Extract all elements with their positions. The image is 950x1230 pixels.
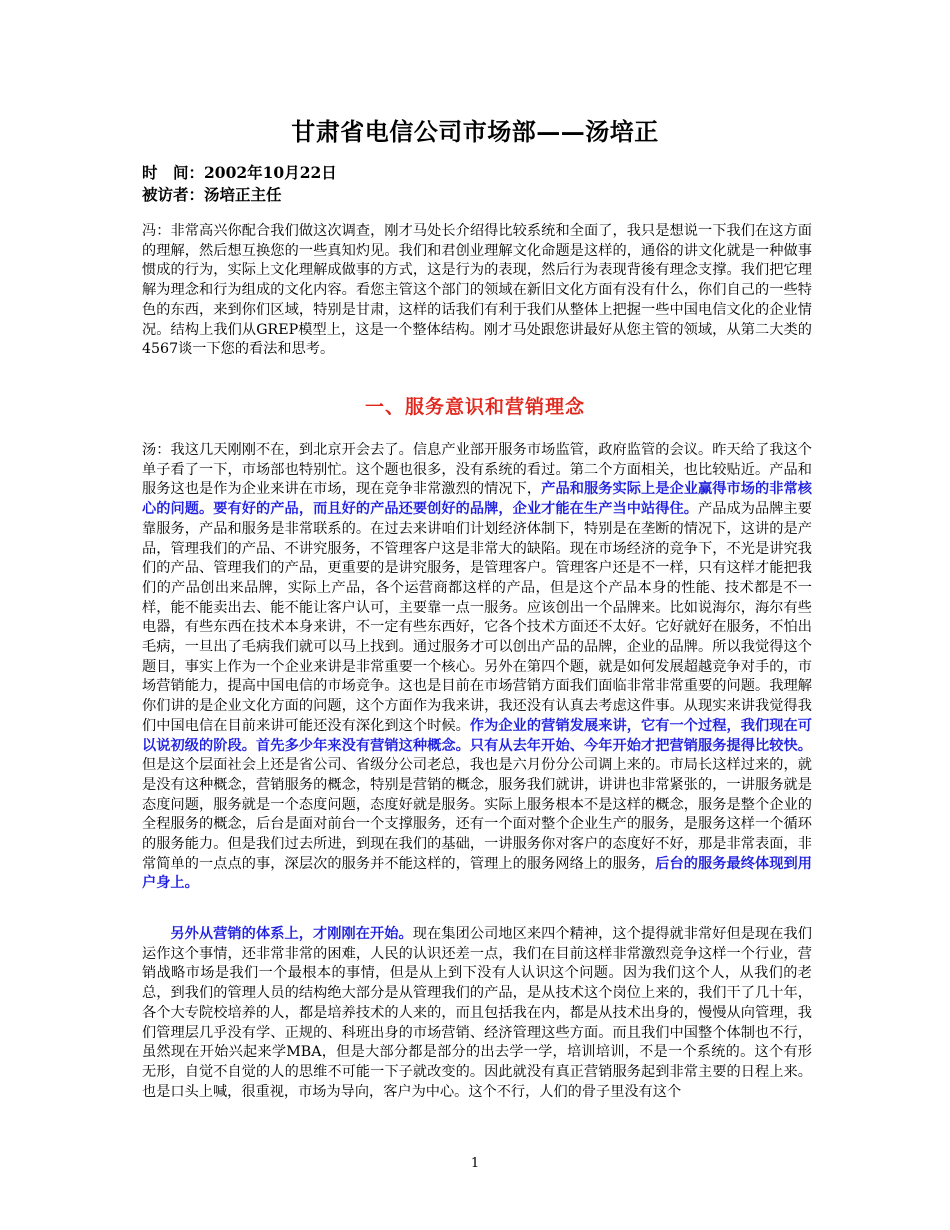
document-title: 甘肃省电信公司市场部——汤培正 <box>291 117 659 146</box>
page-number: 1 <box>470 1156 480 1171</box>
highlighted-text: 后台的服务最终体现到用户身上。 <box>142 855 812 892</box>
section-heading: 一、服务意识和营销理念 <box>364 396 585 418</box>
intro-paragraph: 冯：非常高兴你配合我们做这次调查，刚才马处长介绍得比较系统和全面了，我只是想说一下我们在这方面的理解，然后想互换您的一些真知灼见。我们和君创业理解文化命题是这样的，通俗的讲文化就是一种做事惯成的行为，实际上文化理解成做事的方式，这是行为的表现，然后行为表现背後有理念支撑。我们把它理解为理念和行为组成的文化内容。看您主管这个部门的领域在新旧文化方面有没有什么，你们自己的一些特色的东西，来到你们区域，特别是甘肃，这样的话我们有利于我们从整体上把握一些中国电信文化的企业情况。结构上我们从GREP模型上，这是一个整体结构。刚才马处跟您讲最好从您主管的领域，从第二大类的4567谈一下您的看法和思考。 <box>142 223 812 358</box>
paragraph-text: 但是这个层面社会上还是省公司、省级分公司老总，我也是六月份分公司调上来的。市局长这样过来的，就是没有这种概念，营销服务的概念，特别是营销的概念，服务我们就讲，讲讲也非常紧张的，一讲服务就是态度问题，服务就是一个态度问题，态度好就是服务。实际上服务根本不是这样的概念，服务是整个企业的全程服务的概念，后台是面对前台一个支撑服务，还有一个面对整个企业生产的服务，是服务这样一个循环的服务能力。但是我们过去所进，到现在我们的基础，一讲服务你对客户的态度好不好，那是非常表面，非常简单的一点点的事，深层次的服务并不能这样的，管理上的服务网络上的服务， <box>142 757 812 872</box>
highlighted-text: 作为企业的营销发展来讲，它有一个过程，我们现在可以说初级的阶段。首先多少年来没有营销这种概念。只有从去年开始、今年开始才把营销服务提得比较快。 <box>142 717 812 754</box>
body-paragraph-1 <box>142 441 812 894</box>
highlighted-text: 另外从营销的体系上，才刚刚在开始。 <box>170 926 413 942</box>
paragraph-text: 汤：我这几天刚刚不在，到北京开会去了。信息产业部开服务市场监管，政府监管的会议。昨天给了我这个单子看了一下，市场部也特别忙。这个题也很多，没有系统的看过。第二个方面相关，也比较贴近。产品和服务这也是作为企业来讲在市场，现在竞争非常激烈的情况下， <box>142 442 812 498</box>
body-paragraph-2 <box>142 925 812 1102</box>
paragraph-text: 产品成为品牌主要靠服务，产品和服务是非常联系的。在过去来讲咱们计划经济体制下，特别是在垄断的情况下，这讲的是产品，管理我们的产品、不讲究服务，不管理客户这是非常大的缺陷。现在市场经济的竞争下，不光是讲究我们的产品、管理我们的产品，更重要的是讲究服务，是管理客户。管理客户还是不一样，只有这样才能把我们的产品创出来品牌，实际上产品，各个运营商都这样的产品，但是这个产品本身的性能、技术都是不一样，能不能卖出去、能不能让客户认可，主要靠一点一服务。应该创出一个品牌来。比如说海尔，海尔有些电器，有些东西在技术本身来讲，不一定有些东西好，它各个技术方面还不太好。它好就好在服务，不怕出毛病，一旦出了毛病我们就可以马上找到。通过服务才可以创出产品的品牌，企业的品牌。所以我觉得这个题目，事实上作为一个企业来讲是非常重要一个核心。另外在第四个题，就是如何发展超越竞争对手的，市场营销能力，提高中国电信的市场竞争。这也是目前在市场营销方面我们面临非常非常重要的问题。我理解你们讲的是企业文化方面的问题，这个方面作为我来讲，我还没有认真去考虑这件事。从现实来讲我觉得我们中国电信在目前来讲可能还没有深化到这个时候。 <box>142 501 812 734</box>
interviewee: 被访者：汤培正主任 <box>142 185 282 204</box>
highlighted-text: 产品和服务实际上是企业赢得市场的非常核心的问题。要有好的产品，而且好的产品还要创好的品牌，企业才能在生产当中站得住。 <box>142 481 812 518</box>
interview-time: 时 间：2002年10月22日 <box>142 163 337 182</box>
paragraph-text: 现在集团公司地区来四个精神，这个提得就非常好但是现在我们运作这个事情，还非常非常的困难，人民的认识还差一点，我们在目前这样非常激烈竞争这样一个行业，营销战略市场是我们一个最根本的事情，但是从上到下没有人认识这个问题。因为我们这个人，从我们的老总，到我们的管理人员的结构绝大部分是从管理我们的产品，是从技术这个岗位上来的，我们干了几十年，各个大专院校培养的人，都是培养技术的人来的，而且包括我在内，都是从技术出身的，慢慢从向管理，我们管理层几乎没有学、正规的、科班出身的市场营销、经济管理这些方面。而且我们中国整个体制也不行，虽然现在开始兴起来学MBA，但是大部分都是部分的出去学一学，培训培训，不是一个系统的。这个有形无形，自觉不自觉的人的思维不可能一下子就改变的。因此就没有真正营销服务起到非常主要的日程上来。也是口头上喊，很重视，市场为导向，客户为中心。这个不行，人们的骨子里没有这个 <box>142 926 812 1100</box>
